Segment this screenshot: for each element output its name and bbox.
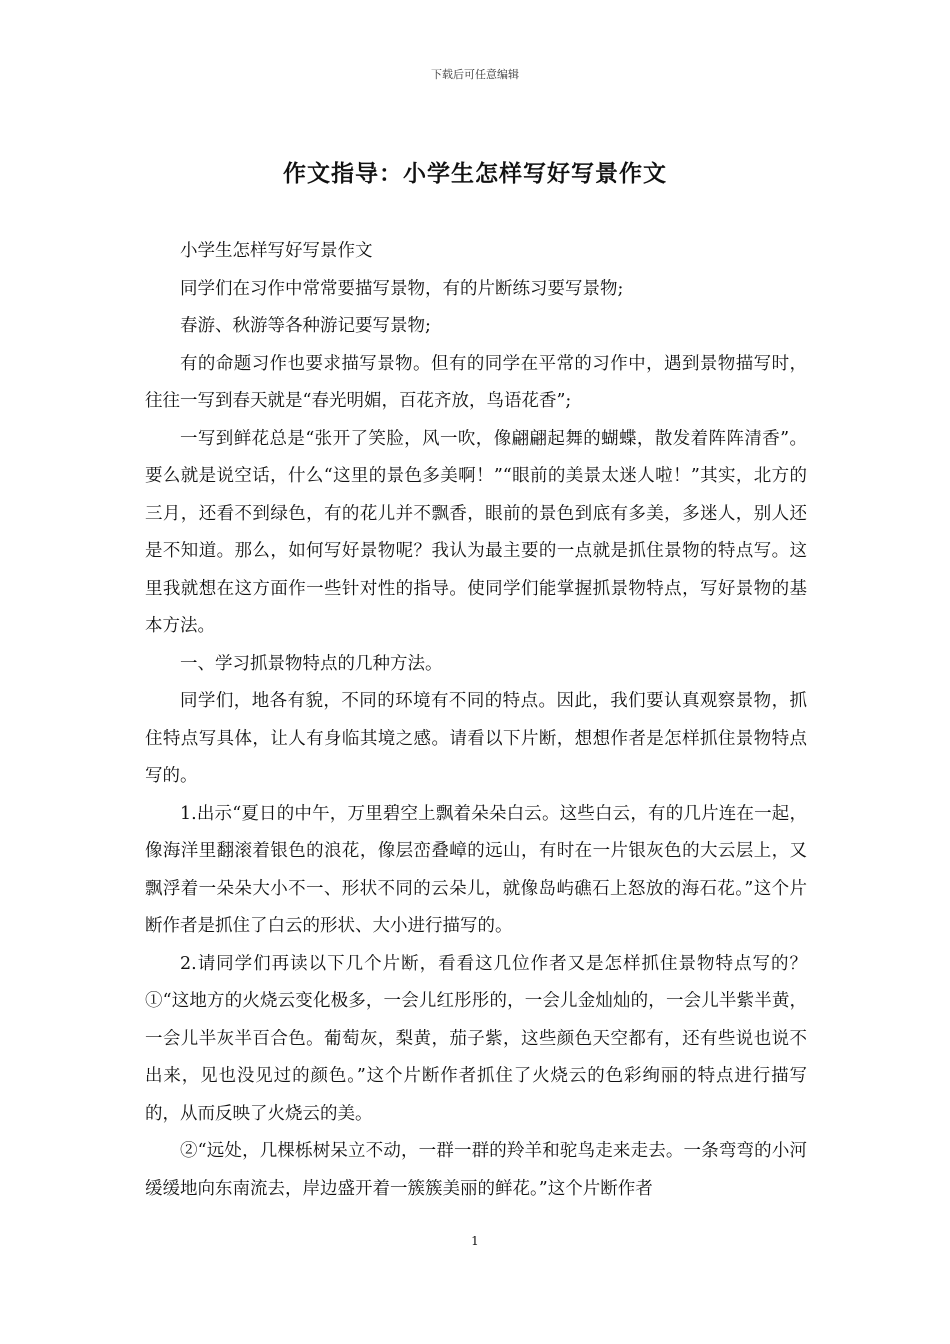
section-heading: 一、学习抓景物特点的几种方法。 <box>180 653 443 674</box>
document-title: 作文指导：小学生怎样写好写景作文 <box>283 160 667 187</box>
paragraph: ②“远处，几棵栎树呆立不动，一群一群的羚羊和驼鸟走来走去。一条弯弯的小河缓缓地向东南流去，岸边盛开着一簇簇美丽的鲜花。”这个片断作者 <box>145 1141 807 1199</box>
paragraph: 1.出示“夏日的中午，万里碧空上飘着朵朵白云。这些白云，有的几片连在一起，像海洋里翻滚着银色的浪花，像层峦叠嶂的远山，有时在一片银灰色的大云层上，又飘浮着一朵朵大小不一、形状不同的云朵儿，就像岛屿礁石上怒放的海石花。”这个片断作者是抓住了白云的形状、大小进行描写的。 <box>145 803 807 936</box>
paragraph: 2.请同学们再读以下几个片断，看看这几位作者又是怎样抓住景物特点写的？①“这地方的火烧云变化极多，一会儿红彤彤的，一会儿金灿灿的，一会儿半紫半黄，一会儿半灰半百合色。葡萄灰，梨黄，茄子紫，这些颜色天空都有，还有些说也说不出来，见也没见过的颜色。”这个片断作者抓住了火烧云的色彩绚丽的特点进行描写的，从而反映了火烧云的美。 <box>145 953 807 1124</box>
page-number: 1 <box>471 1234 479 1248</box>
paragraph: 一写到鲜花总是“张开了笑脸，风一吹，像翩翩起舞的蝴蝶，散发着阵阵清香”。要么就是说空话，什么“这里的景色多美啊！”“眼前的美景太迷人啦！”其实，北方的三月，还看不到绿色，有的花儿并不飘香，眼前的景色到底有多美，多迷人，别人还是不知道。那么，如何写好景物呢？我认为最主要的一点就是抓住景物的特点写。这里我就想在这方面作一些针对性的指导。使同学们能掌握抓景物特点，写好景物的基本方法。 <box>145 428 807 636</box>
paragraph: 春游、秋游等各种游记要写景物; <box>180 316 431 336</box>
paragraph: 同学们在习作中常常要描写景物，有的片断练习要写景物; <box>180 278 624 299</box>
paragraph: 有的命题习作也要求描写景物。但有的同学在平常的习作中，遇到景物描写时，往往一写到春天就是“春光明媚，百花齐放，鸟语花香”; <box>145 353 807 411</box>
paragraph: 同学们，地各有貌，不同的环境有不同的特点。因此，我们要认真观察景物，抓住特点写具体，让人有身临其境之感。请看以下片断，想想作者是怎样抓住景物特点写的。 <box>145 691 807 786</box>
page-header-note: 下载后可任意编辑 <box>431 68 519 81</box>
paragraph: 小学生怎样写好写景作文 <box>180 241 373 261</box>
document-body <box>145 233 807 1208</box>
